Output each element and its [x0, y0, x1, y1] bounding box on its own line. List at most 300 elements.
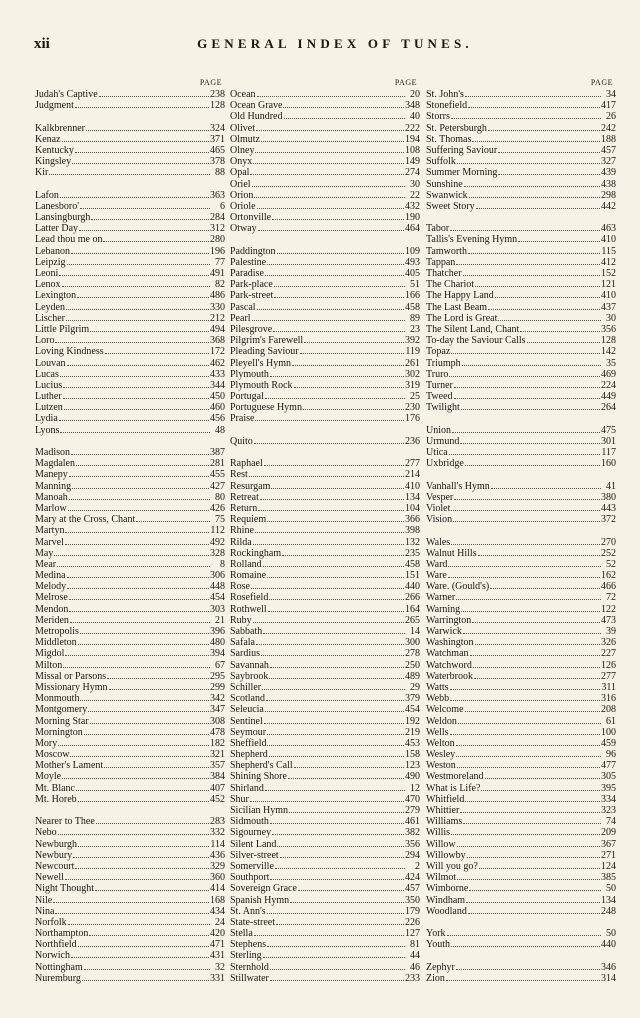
page-ref: 280	[210, 234, 225, 246]
dot-leader	[265, 391, 405, 399]
index-entry	[230, 704, 420, 715]
page-ref: 328	[210, 547, 225, 559]
dot-leader	[255, 145, 404, 153]
page-ref: 74	[606, 816, 616, 828]
page-ref: 264	[601, 402, 616, 414]
dot-leader	[62, 771, 209, 779]
entry-list	[426, 89, 616, 984]
page-ref: 270	[601, 536, 616, 548]
index-entry	[35, 928, 225, 939]
index-entry	[230, 212, 420, 223]
tune-name: York	[426, 928, 446, 940]
page-ref: 132	[405, 536, 420, 548]
tune-name: Morning Star	[35, 715, 89, 727]
index-entry	[426, 145, 616, 156]
index-entry	[35, 514, 225, 525]
tune-name: Lead thou me on	[35, 234, 103, 246]
page-ref: 242	[601, 122, 616, 134]
page-ref: 29	[410, 681, 420, 693]
dot-leader	[476, 201, 600, 209]
index-entry	[426, 492, 616, 503]
tune-name: Kalkbrenner	[35, 122, 85, 134]
tune-name: To-day the Saviour Calls	[426, 335, 526, 347]
dot-leader	[91, 212, 209, 220]
dot-leader	[451, 537, 600, 545]
tune-name: Weldon	[426, 715, 457, 727]
tune-name: Newcourt	[35, 860, 75, 872]
page-ref: 299	[210, 681, 225, 693]
tune-name: Zephyr	[426, 961, 455, 973]
page-ref: 458	[405, 301, 420, 313]
dot-leader	[469, 883, 601, 891]
page-ref: 6	[220, 200, 225, 212]
dot-leader	[294, 760, 404, 768]
index-entry	[230, 559, 420, 570]
page-ref: 160	[601, 458, 616, 470]
tune-name: Norfolk	[35, 916, 67, 928]
tune-name: Shining Shore	[230, 771, 287, 783]
index-entry	[230, 201, 420, 212]
index-entry	[35, 749, 225, 760]
index-entry	[35, 727, 225, 738]
page-ref: 24	[215, 916, 225, 928]
index-entry	[230, 906, 420, 917]
tune-name: Melody	[35, 581, 67, 593]
tune-name: Stephens	[230, 939, 267, 951]
index-entry	[426, 839, 616, 850]
dot-leader	[456, 592, 601, 600]
dot-leader	[109, 682, 210, 690]
dot-leader	[261, 134, 404, 142]
page-ref: 346	[601, 961, 616, 973]
dot-leader	[68, 917, 210, 925]
tune-name: Ocean	[230, 89, 256, 100]
dot-leader	[90, 716, 209, 724]
dot-leader	[75, 861, 209, 869]
dot-leader	[253, 615, 404, 623]
dot-leader	[449, 447, 601, 455]
page-ref: 30	[606, 312, 616, 324]
index-entry	[230, 503, 420, 514]
page-ref: 46	[410, 961, 420, 973]
index-entry	[230, 861, 420, 872]
tune-name: Raphael	[230, 458, 263, 470]
section-gap	[426, 413, 616, 424]
tune-name: Medina	[35, 570, 66, 582]
dot-leader	[269, 592, 404, 600]
page-ref: 298	[601, 189, 616, 201]
index-entry	[35, 525, 225, 536]
index-entry	[230, 816, 420, 827]
page-ref: 50	[606, 883, 616, 895]
index-entry	[230, 939, 420, 950]
dot-leader	[67, 570, 209, 578]
index-entry	[35, 447, 225, 458]
index-entry	[230, 872, 420, 883]
dot-leader	[249, 469, 404, 477]
dot-leader	[257, 201, 404, 209]
index-entry	[35, 246, 225, 257]
page-ref: 179	[405, 905, 420, 917]
tune-name: Rest	[230, 469, 248, 481]
tune-name: Monmouth	[35, 693, 80, 705]
dot-leader	[277, 246, 404, 254]
page-ref: 188	[601, 133, 616, 145]
tune-name: Topaz	[426, 346, 451, 358]
tune-name: Rilda	[230, 536, 252, 548]
page-ref: 437	[601, 301, 616, 313]
page-ref: 166	[405, 290, 420, 302]
dot-leader	[478, 548, 600, 556]
tune-name: Stonefield	[426, 100, 468, 112]
index-entry	[230, 436, 420, 447]
page-ref: 52	[606, 558, 616, 570]
tune-name: Seymour	[230, 726, 267, 738]
page-ref: 142	[601, 346, 616, 358]
tune-name: Rosefield	[230, 592, 269, 604]
tune-name: Stella	[230, 928, 253, 940]
page-ref: 32	[215, 961, 225, 973]
dot-leader	[60, 369, 209, 377]
tune-name: Romaine	[230, 570, 267, 582]
index-entry	[426, 537, 616, 548]
tune-name: Windham	[426, 894, 466, 906]
tune-name: Moyle	[35, 771, 62, 783]
index-entry	[230, 492, 420, 503]
index-entry	[426, 693, 616, 704]
index-entry	[35, 402, 225, 413]
dot-leader	[96, 816, 209, 824]
page-column-label: PAGE	[199, 78, 222, 87]
index-entry	[35, 503, 225, 514]
index-entry	[426, 268, 616, 279]
page-ref: 274	[405, 167, 420, 179]
index-entry	[230, 537, 420, 548]
dot-leader	[78, 637, 209, 645]
tune-name: Sentinel	[230, 715, 263, 727]
page-ref: 114	[210, 838, 225, 850]
dot-leader	[266, 693, 404, 701]
page-ref: 190	[405, 212, 420, 224]
tune-name: Tamworth	[426, 245, 467, 257]
page-ref: 306	[210, 570, 225, 582]
page-ref: 396	[210, 626, 225, 637]
index-entry	[426, 156, 616, 167]
index-entry	[230, 637, 420, 648]
dot-leader	[267, 257, 404, 265]
page-ref: 434	[210, 905, 225, 917]
dot-leader	[65, 525, 209, 533]
page-ref: 332	[210, 827, 225, 839]
page-ref: 44	[410, 950, 420, 962]
index-entry	[230, 783, 420, 794]
index-entry	[426, 581, 616, 592]
dot-leader	[463, 816, 601, 824]
tune-name: Savannah	[230, 659, 269, 671]
page-ref: 248	[601, 905, 616, 917]
tune-name: St. Petersburgh	[426, 122, 487, 134]
dot-leader	[485, 771, 600, 779]
dot-leader	[465, 794, 600, 802]
dot-leader	[76, 458, 209, 466]
tune-name: Olney	[230, 144, 255, 156]
dot-leader	[253, 156, 404, 164]
section-gap	[230, 425, 420, 436]
index-entry	[35, 458, 225, 469]
dot-leader	[70, 615, 210, 623]
tune-name: Meriden	[35, 614, 69, 626]
page-header	[34, 36, 606, 56]
tune-name: Madison	[35, 447, 70, 458]
page-ref: 392	[405, 335, 420, 347]
dot-leader	[457, 839, 600, 847]
page-ref: 168	[210, 894, 225, 906]
dot-leader	[63, 380, 209, 388]
dot-leader	[457, 872, 600, 880]
page-ref: 385	[601, 872, 616, 884]
page-ref: 344	[210, 379, 225, 391]
section-gap	[35, 111, 225, 122]
page-ref: 366	[405, 514, 420, 526]
page-ref: 412	[601, 256, 616, 268]
tune-name: Warner	[426, 592, 456, 604]
dot-leader	[54, 548, 209, 556]
tune-name: Ortonville	[230, 212, 272, 224]
tune-name: Park-street	[230, 290, 274, 302]
page-ref: 124	[601, 860, 616, 872]
page-ref: 417	[601, 100, 616, 112]
tune-name: Manoah	[35, 491, 68, 503]
index-entry	[426, 223, 616, 234]
page-ref: 40	[410, 111, 420, 123]
page-ref: 308	[210, 715, 225, 727]
index-entry	[35, 861, 225, 872]
index-entry	[230, 380, 420, 391]
tune-name: Suffolk	[426, 156, 456, 168]
tune-name: Weston	[426, 760, 456, 772]
dot-leader	[460, 436, 600, 444]
page-ref: 410	[601, 234, 616, 246]
tune-name: Norwich	[35, 950, 70, 962]
dot-leader	[469, 190, 600, 198]
page-ref: 410	[601, 290, 616, 302]
page-ref: 26	[606, 111, 616, 123]
page-ref: 432	[405, 200, 420, 212]
index-entry	[230, 391, 420, 402]
tune-name: Summer Morning	[426, 167, 498, 179]
page-ref: 493	[405, 256, 420, 268]
index-entry	[426, 425, 616, 436]
dot-leader	[268, 604, 404, 612]
index-entry	[35, 592, 225, 603]
tune-name: Return	[230, 502, 258, 514]
page-ref: 326	[601, 637, 616, 649]
dot-leader	[270, 962, 405, 970]
index-entry	[35, 693, 225, 704]
page-ref: 379	[405, 693, 420, 705]
index-entry	[230, 760, 420, 771]
page-ref: 348	[405, 100, 420, 112]
dot-leader	[277, 839, 404, 847]
tune-name: Sheffield	[230, 737, 267, 749]
page-ref: 329	[210, 860, 225, 872]
index-entry	[35, 917, 225, 928]
index-entry	[35, 358, 225, 369]
index-entry	[426, 861, 616, 872]
page-ref: 460	[210, 402, 225, 414]
page-ref: 489	[405, 670, 420, 682]
page-ref: 405	[405, 268, 420, 279]
page-ref: 219	[405, 726, 420, 738]
page-ref: 457	[405, 883, 420, 895]
dot-leader	[262, 682, 405, 690]
index-entry	[35, 268, 225, 279]
index-entry	[426, 503, 616, 514]
index-entry	[230, 324, 420, 335]
tune-name: Mornington	[35, 726, 83, 738]
index-entry	[230, 626, 420, 637]
tune-name: Westmoreland	[426, 771, 484, 783]
dot-leader	[80, 201, 210, 209]
index-column-1	[35, 78, 225, 984]
tune-name: Watts	[426, 681, 449, 693]
section-gap	[230, 447, 420, 458]
tune-name: Wesley	[426, 749, 456, 761]
tune-name: Sidmouth	[230, 816, 269, 828]
index-entry	[426, 760, 616, 771]
page-ref: 172	[210, 346, 225, 358]
tune-name: Rothwell	[230, 603, 267, 615]
page-ref: 230	[405, 402, 420, 414]
dot-leader	[72, 481, 209, 489]
index-entry	[230, 850, 420, 861]
page-ref: 316	[601, 693, 616, 705]
index-entry	[35, 89, 225, 100]
dot-leader	[264, 716, 404, 724]
dot-leader	[270, 816, 404, 824]
page-ref: 152	[601, 268, 616, 279]
dot-leader	[65, 648, 209, 656]
dot-leader	[468, 100, 600, 108]
page-ref: 331	[210, 972, 225, 984]
index-entry	[426, 738, 616, 749]
page-ref: 279	[405, 805, 420, 816]
tune-name: Vesper	[426, 491, 454, 503]
dot-leader	[258, 503, 404, 511]
index-entry	[35, 839, 225, 850]
dot-leader	[65, 872, 209, 880]
tune-name: Wilmot	[426, 872, 457, 884]
page-ref: 236	[405, 435, 420, 447]
index-entry	[35, 962, 225, 973]
tune-name: Lansingburgh	[35, 212, 91, 224]
tune-name: Montgomery	[35, 704, 88, 716]
tune-name: Plymouth	[230, 368, 269, 380]
page-ref: 439	[601, 167, 616, 179]
tune-name: Marlow	[35, 502, 67, 514]
dot-leader	[55, 335, 209, 343]
dot-leader	[267, 738, 404, 746]
tune-name: Orion	[230, 189, 254, 201]
index-entry	[35, 346, 225, 357]
tune-name: Welcome	[426, 704, 464, 716]
page-ref: 67	[215, 659, 225, 671]
page-ref: 470	[405, 793, 420, 805]
dot-leader	[289, 805, 404, 813]
index-entry	[35, 391, 225, 402]
index-entry	[426, 234, 616, 245]
index-entry	[35, 760, 225, 771]
index-entry	[426, 727, 616, 738]
index-entry	[426, 592, 616, 603]
index-entry	[426, 749, 616, 760]
index-entry	[230, 89, 420, 100]
dot-leader	[53, 895, 209, 903]
dot-leader	[462, 358, 601, 366]
tune-name: Middleton	[35, 637, 77, 649]
dot-leader	[67, 358, 209, 366]
dot-leader	[270, 973, 404, 981]
index-entry	[426, 391, 616, 402]
index-entry	[230, 794, 420, 805]
index-entry	[426, 559, 616, 570]
index-entry	[35, 850, 225, 861]
dot-leader	[267, 570, 404, 578]
page-ref: 208	[601, 704, 616, 716]
index-entry	[230, 749, 420, 760]
page-ref: 119	[405, 346, 420, 358]
dot-leader	[263, 559, 404, 567]
index-entry	[230, 973, 420, 984]
section-gap	[426, 917, 616, 928]
dot-leader	[103, 234, 209, 242]
section-gap	[426, 950, 616, 961]
index-entry	[426, 883, 616, 894]
index-entry	[230, 481, 420, 492]
index-entry	[230, 123, 420, 134]
tune-name: Watchword	[426, 659, 472, 671]
page-ref: 158	[405, 749, 420, 761]
page-ref: 12	[410, 782, 420, 794]
index-entry	[426, 671, 616, 682]
index-entry	[230, 839, 420, 850]
page-ref: 347	[210, 704, 225, 716]
tune-name: The Lord is Great	[426, 312, 498, 324]
page-ref: 88	[215, 167, 225, 179]
index-entry	[230, 167, 420, 178]
dot-leader	[474, 671, 600, 679]
page-ref: 21	[215, 614, 225, 626]
index-entry	[35, 973, 225, 984]
tune-name: Tabor	[426, 223, 450, 235]
dot-leader	[298, 883, 404, 891]
dot-leader	[257, 89, 405, 97]
page-ref: 238	[210, 89, 225, 100]
tune-name: Youth	[426, 939, 450, 951]
page-ref: 440	[405, 581, 420, 593]
tune-name: Warning	[426, 603, 461, 615]
dot-leader	[447, 928, 601, 936]
index-entry	[35, 548, 225, 559]
dot-leader	[454, 391, 600, 399]
page-ref: 394	[210, 648, 225, 660]
tune-name: St. John's	[426, 89, 464, 100]
dot-leader	[258, 223, 404, 231]
dot-leader	[136, 514, 210, 522]
tune-name: Whittier	[426, 805, 460, 816]
page-ref: 122	[601, 603, 616, 615]
tune-name: Sunshine	[426, 178, 463, 190]
